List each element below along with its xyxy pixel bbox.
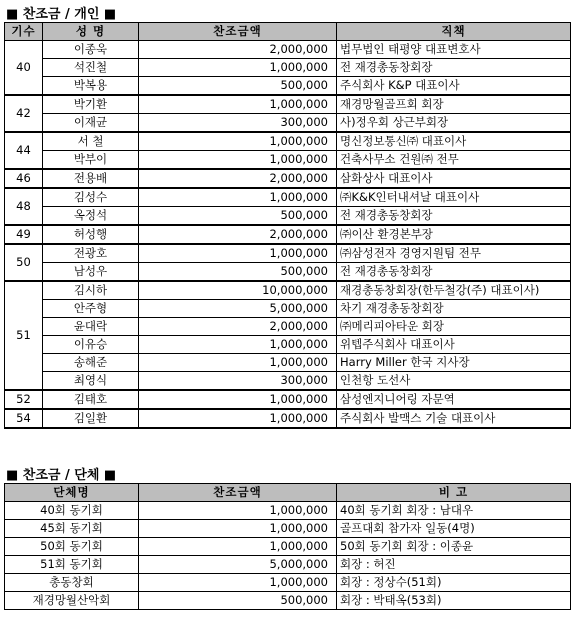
amount-cell: 1,000,000 xyxy=(139,520,337,538)
table-row xyxy=(5,574,571,592)
amount-cell: 2,000,000 xyxy=(139,169,337,188)
header-amount: 찬조금액 xyxy=(139,484,337,502)
amount-cell: 5,000,000 xyxy=(139,300,337,318)
name-cell: 최영식 xyxy=(43,372,139,391)
table-header-row xyxy=(5,484,571,502)
amount-cell: 1,000,000 xyxy=(139,409,337,428)
position-cell: 전 재경총동창회장 xyxy=(337,207,571,226)
name-cell: 박복용 xyxy=(43,77,139,96)
name-cell: 김시하 xyxy=(43,281,139,300)
position-cell: ㈜삼성전자 경영지원팀 전무 xyxy=(337,244,571,263)
name-cell: 김일환 xyxy=(43,409,139,428)
name-cell: 남성우 xyxy=(43,263,139,282)
amount-cell: 300,000 xyxy=(139,114,337,133)
name-cell: 허성행 xyxy=(43,225,139,244)
generation-cell: 44 xyxy=(5,132,43,169)
name-cell: 석진철 xyxy=(43,59,139,77)
note-cell: 골프대회 참가자 일동(4명) xyxy=(337,520,571,538)
amount-cell: 2,000,000 xyxy=(139,225,337,244)
table-row xyxy=(5,41,571,59)
amount-cell: 500,000 xyxy=(139,77,337,96)
group-name-cell: 총동창회 xyxy=(5,574,139,592)
amount-cell: 1,000,000 xyxy=(139,95,337,114)
position-cell: 차기 재경총동창회장 xyxy=(337,300,571,318)
position-cell: 사)정우회 상근부회장 xyxy=(337,114,571,133)
table-row xyxy=(5,390,571,409)
table-row xyxy=(5,151,571,170)
table-row xyxy=(5,169,571,188)
name-cell: 이종욱 xyxy=(43,41,139,59)
note-cell: 50회 동기회 회장 : 이종윤 xyxy=(337,538,571,556)
individual-donation-table xyxy=(4,22,571,429)
group-donation-table xyxy=(4,483,571,610)
generation-cell: 51 xyxy=(5,281,43,390)
amount-cell: 10,000,000 xyxy=(139,281,337,300)
position-cell: 재경망월골프회 회장 xyxy=(337,95,571,114)
header-group-name: 단체명 xyxy=(5,484,139,502)
generation-cell: 49 xyxy=(5,225,43,244)
position-cell: Harry Miller 한국 지사장 xyxy=(337,354,571,372)
note-cell: 40회 동기회 회장 : 남대우 xyxy=(337,502,571,520)
table-row xyxy=(5,502,571,520)
position-cell: 주식회사 K&P 대표이사 xyxy=(337,77,571,96)
amount-cell: 1,000,000 xyxy=(139,502,337,520)
position-cell: ㈜이산 환경본부장 xyxy=(337,225,571,244)
table-row xyxy=(5,207,571,226)
header-name: 성 명 xyxy=(43,23,139,41)
name-cell: 김태호 xyxy=(43,390,139,409)
name-cell: 김성수 xyxy=(43,188,139,207)
amount-cell: 1,000,000 xyxy=(139,354,337,372)
name-cell: 송해준 xyxy=(43,354,139,372)
amount-cell: 1,000,000 xyxy=(139,336,337,354)
table-row xyxy=(5,77,571,96)
position-cell: 위텝주식회사 대표이사 xyxy=(337,336,571,354)
name-cell: 서 철 xyxy=(43,132,139,151)
position-cell: 주식회사 발맥스 기술 대표이사 xyxy=(337,409,571,428)
header-position: 직책 xyxy=(337,23,571,41)
position-cell: ㈜K&K인터내셔날 대표이사 xyxy=(337,188,571,207)
table-row xyxy=(5,354,571,372)
table-row xyxy=(5,409,571,428)
generation-cell: 42 xyxy=(5,95,43,132)
amount-cell: 300,000 xyxy=(139,372,337,391)
generation-cell: 54 xyxy=(5,409,43,428)
generation-cell: 40 xyxy=(5,41,43,96)
table-row xyxy=(5,263,571,282)
group-name-cell: 재경망월산악회 xyxy=(5,592,139,610)
note-cell: 회장 : 허진 xyxy=(337,556,571,574)
amount-cell: 2,000,000 xyxy=(139,318,337,336)
amount-cell: 500,000 xyxy=(139,263,337,282)
group-name-cell: 40회 동기회 xyxy=(5,502,139,520)
table-row xyxy=(5,281,571,300)
name-cell: 이재균 xyxy=(43,114,139,133)
amount-cell: 2,000,000 xyxy=(139,41,337,59)
amount-cell: 1,000,000 xyxy=(139,188,337,207)
table-row xyxy=(5,188,571,207)
section-individual-title: ■ 찬조금 / 개인 ■ xyxy=(6,7,117,22)
position-cell: 재경총동창회장(한두철강(주) 대표이사) xyxy=(337,281,571,300)
position-cell: 건축사무소 건원㈜ 전무 xyxy=(337,151,571,170)
amount-cell: 1,000,000 xyxy=(139,59,337,77)
name-cell: 윤대락 xyxy=(43,318,139,336)
table-row xyxy=(5,592,571,610)
position-cell: 전 재경총동창회장 xyxy=(337,59,571,77)
group-name-cell: 50회 동기회 xyxy=(5,538,139,556)
header-amount: 찬조금액 xyxy=(139,23,337,41)
header-generation: 기수 xyxy=(5,23,43,41)
name-cell: 이유승 xyxy=(43,336,139,354)
note-cell: 회장 : 박태옥(53회) xyxy=(337,592,571,610)
name-cell: 옥정석 xyxy=(43,207,139,226)
name-cell: 박부이 xyxy=(43,151,139,170)
generation-cell: 48 xyxy=(5,188,43,225)
table-row xyxy=(5,59,571,77)
amount-cell: 500,000 xyxy=(139,207,337,226)
table-header-row xyxy=(5,23,571,41)
amount-cell: 1,000,000 xyxy=(139,151,337,170)
table-row xyxy=(5,114,571,133)
group-name-cell: 51회 동기회 xyxy=(5,556,139,574)
amount-cell: 1,000,000 xyxy=(139,132,337,151)
position-cell: 명신정보통신㈜ 대표이사 xyxy=(337,132,571,151)
note-cell: 회장 : 정상수(51회) xyxy=(337,574,571,592)
table-row xyxy=(5,244,571,263)
position-cell: ㈜메리피아타운 회장 xyxy=(337,318,571,336)
name-cell: 안주형 xyxy=(43,300,139,318)
name-cell: 전용배 xyxy=(43,169,139,188)
table-row xyxy=(5,556,571,574)
name-cell: 전광호 xyxy=(43,244,139,263)
position-cell: 법무법인 태평양 대표변호사 xyxy=(337,41,571,59)
position-cell: 삼성엔지니어링 자문역 xyxy=(337,390,571,409)
amount-cell: 1,000,000 xyxy=(139,538,337,556)
amount-cell: 1,000,000 xyxy=(139,574,337,592)
position-cell: 전 재경총동창회장 xyxy=(337,263,571,282)
name-cell: 박기환 xyxy=(43,95,139,114)
section-group-title: ■ 찬조금 / 단체 ■ xyxy=(6,468,117,483)
amount-cell: 5,000,000 xyxy=(139,556,337,574)
amount-cell: 1,000,000 xyxy=(139,244,337,263)
table-row xyxy=(5,95,571,114)
table-row xyxy=(5,520,571,538)
table-row xyxy=(5,300,571,318)
position-cell: 인천항 도선사 xyxy=(337,372,571,391)
group-name-cell: 45회 동기회 xyxy=(5,520,139,538)
table-row xyxy=(5,336,571,354)
amount-cell: 1,000,000 xyxy=(139,390,337,409)
amount-cell: 500,000 xyxy=(139,592,337,610)
header-note: 비 고 xyxy=(337,484,571,502)
table-row xyxy=(5,372,571,391)
generation-cell: 46 xyxy=(5,169,43,188)
table-row xyxy=(5,225,571,244)
table-row xyxy=(5,132,571,151)
table-row xyxy=(5,318,571,336)
position-cell: 삼화상사 대표이사 xyxy=(337,169,571,188)
table-row xyxy=(5,538,571,556)
generation-cell: 50 xyxy=(5,244,43,281)
generation-cell: 52 xyxy=(5,390,43,409)
